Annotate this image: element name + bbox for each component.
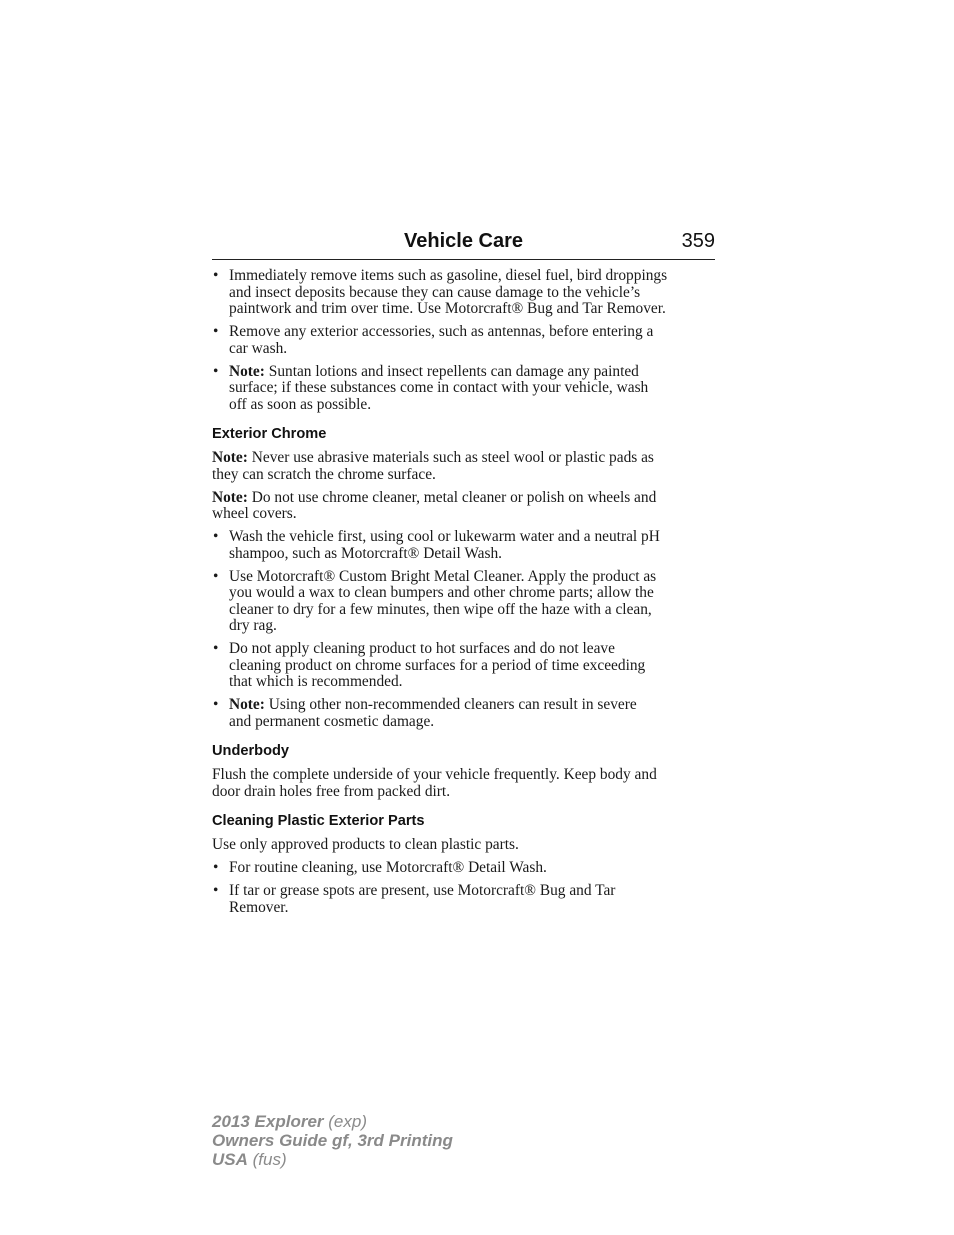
footer-model-code: (exp) (328, 1112, 367, 1131)
note-label: Note: (229, 696, 265, 713)
text-line: off as soon as possible. (229, 395, 372, 413)
text-line (212, 450, 715, 467)
paragraph (212, 767, 715, 800)
bullet-item (212, 268, 715, 318)
text-line: Use only approved products to clean plastic parts. (212, 836, 519, 853)
bullet-item (212, 364, 715, 414)
footer-model: 2013 Explorer (212, 1112, 324, 1131)
text-line: that which is recommended. (229, 673, 403, 690)
text-line: wheel covers. (212, 505, 297, 522)
bullet-item (212, 860, 715, 877)
bullet-item (212, 697, 715, 730)
text-line: paintwork and trim over time. Use Motorcraft® Bug and Tar Remover. (229, 300, 666, 317)
footer-guide: Owners Guide gf, 3rd Printing (212, 1131, 453, 1150)
text-line: and insect deposits because they can cause damage to the vehicle’s (229, 283, 641, 301)
text-line (229, 364, 715, 381)
bullet-icon: • (213, 267, 219, 284)
section-heading: Exterior Chrome (212, 426, 327, 442)
page-footer (212, 1112, 453, 1169)
text-line: Flush the complete underside of your vehicle frequently. Keep body and (212, 766, 657, 783)
line-text: Using other non-recommended cleaners can result in severe (264, 696, 637, 713)
text-line: dry rag. (229, 617, 277, 634)
bullet-item (212, 883, 715, 916)
paragraph (212, 490, 715, 523)
bullet-icon: • (213, 882, 219, 899)
text-line: Immediately remove items such as gasoline, diesel fuel, bird droppings (229, 267, 668, 284)
footer-market-code: (fus) (252, 1150, 287, 1169)
text-line: and permanent cosmetic damage. (229, 712, 435, 730)
bullet-item (212, 529, 715, 562)
note-label: Note: (212, 488, 248, 506)
section-heading: Cleaning Plastic Exterior Parts (212, 813, 425, 829)
note-label: Note: (212, 449, 248, 466)
text-line: shampoo, such as Motorcraft® Detail Wash. (229, 544, 503, 562)
bullet-icon: • (213, 362, 219, 380)
text-line: they can scratch the chrome surface. (212, 465, 436, 483)
line-text: Do not use chrome cleaner, metal cleaner or polish on wheels and (247, 488, 657, 506)
page-content (212, 268, 715, 923)
section-heading: Underbody (212, 743, 290, 759)
text-line: you would a wax to clean bumpers and other chrome parts; allow the (229, 584, 654, 601)
text-line: cleaner to dry for a few minutes, then wipe off the haze with a clean, (229, 600, 652, 618)
footer-market: USA (212, 1150, 248, 1169)
text-line: Remove any exterior accessories, such as antennas, before entering a (229, 323, 654, 340)
text-line: Wash the vehicle first, using cool or lukewarm water and a neutral pH (229, 528, 660, 545)
text-line: cleaning product on chrome surfaces for a period of time exceeding (229, 656, 646, 674)
bullet-item (212, 569, 715, 635)
text-line: surface; if these substances come in contact with your vehicle, wash (229, 379, 649, 396)
text-line: For routine cleaning, use Motorcraft® Detail Wash. (229, 859, 547, 876)
page-header (212, 229, 715, 260)
bullet-icon: • (213, 323, 219, 340)
text-line: If tar or grease spots are present, use Motorcraft® Bug and Tar (229, 882, 616, 899)
bullet-icon: • (213, 528, 219, 545)
text-line: Do not apply cleaning product to hot surfaces and do not leave (229, 640, 615, 657)
section-title: Vehicle Care (404, 230, 523, 252)
bullet-item (212, 641, 715, 691)
page-number: 359 (681, 230, 715, 252)
text-line (212, 490, 715, 507)
bullet-icon: • (213, 696, 219, 713)
text-line (229, 697, 715, 714)
note-label: Note: (229, 362, 265, 380)
text-line: Remover. (229, 898, 289, 916)
bullet-item (212, 324, 715, 357)
text-line: Use Motorcraft® Custom Bright Metal Cleaner. Apply the product as (229, 567, 657, 585)
text-line: car wash. (229, 339, 288, 357)
line-text: Never use abrasive materials such as steel wool or plastic pads as (247, 449, 654, 466)
text-line: door drain holes free from packed dirt. (212, 782, 451, 800)
line-text: Suntan lotions and insect repellents can damage any painted (264, 362, 639, 380)
bullet-icon: • (213, 859, 219, 876)
paragraph (212, 837, 715, 854)
bullet-icon: • (213, 640, 219, 657)
bullet-icon: • (213, 567, 219, 585)
paragraph (212, 450, 715, 483)
